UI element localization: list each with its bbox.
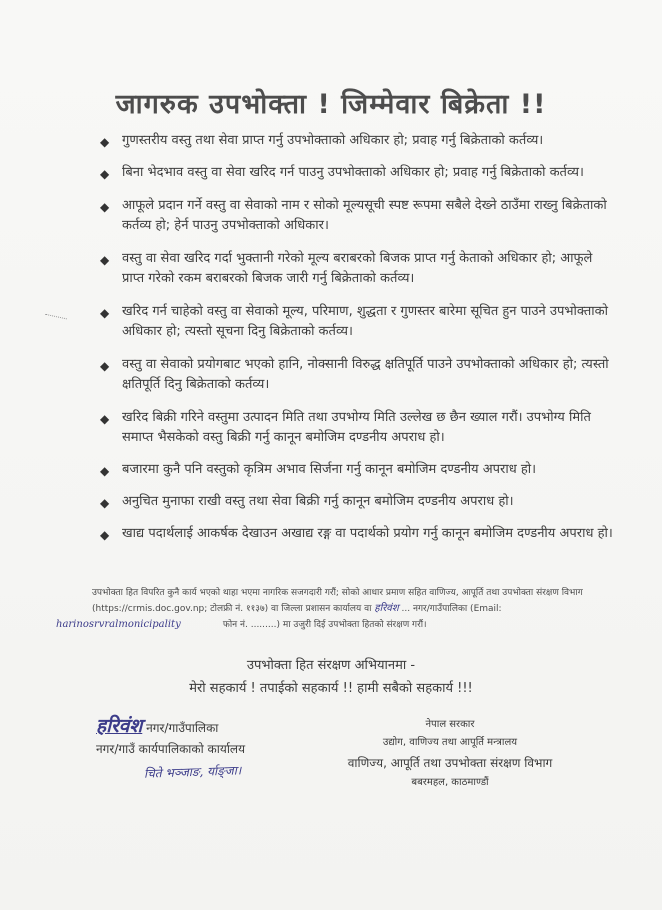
diamond-bullet-icon: ◆ bbox=[100, 464, 110, 478]
rule-item bbox=[96, 249, 616, 289]
handwritten-office-name: हरिवंश bbox=[374, 603, 399, 614]
municipality-line bbox=[96, 716, 336, 739]
diamond-bullet-icon: ◆ bbox=[100, 412, 110, 426]
rule-text: गुणस्तरीय वस्तु तथा सेवा प्राप्त गर्नु उपभोक्ताको अधिकार हो; प्रवाह गर्नु बिक्रेताको कर्तव्य। bbox=[122, 133, 544, 148]
notice-text-part2: ... नगर/गाउँपालिका (Email: bbox=[401, 604, 502, 614]
notice-text-part3: फोन नं. .........) मा उजुरी दिई उपभोक्ता हितको संरक्षण गरौं। bbox=[222, 620, 427, 630]
govt-line3: वाणिज्य, आपूर्ति तथा उपभोक्ता संरक्षण विभाग bbox=[347, 756, 553, 770]
rule-text: वस्तु वा सेवा खरिद गर्दा भुक्तानी गरेको मूल्य बराबरको बिजक प्राप्त गर्नु केताको अधिकार हो; आफूले प्राप्त गरेको रकम बराबरको बिजक जारी गर्नु बिक्रेताको कर्तव्य। bbox=[122, 251, 593, 286]
govt-line1: नेपाल सरकार bbox=[425, 719, 475, 730]
handwritten-email: harinosrvralmonicipality bbox=[56, 619, 181, 630]
diamond-bullet-icon: ◆ bbox=[100, 135, 110, 149]
stray-pen-mark bbox=[43, 314, 67, 329]
diamond-bullet-icon: ◆ bbox=[100, 253, 110, 267]
poster-title: जागरुक उपभोक्ता ! जिम्मेवार बिक्रेता !! bbox=[115, 89, 547, 120]
municipality-signature-block bbox=[96, 716, 336, 783]
rights-duties-list bbox=[96, 131, 616, 544]
diamond-bullet-icon: ◆ bbox=[100, 528, 110, 542]
rule-item bbox=[96, 355, 616, 395]
rule-item bbox=[96, 460, 616, 480]
diamond-bullet-icon: ◆ bbox=[100, 359, 110, 373]
govt-line4: बबरमहल, काठमाण्डौं bbox=[411, 777, 489, 788]
rule-item bbox=[96, 524, 616, 544]
municipality-office-line: नगर/गाउँ कार्यपालिकाको कार्यालय bbox=[96, 742, 246, 756]
diamond-bullet-icon: ◆ bbox=[100, 306, 110, 320]
rule-item bbox=[96, 196, 616, 236]
complaint-notice bbox=[56, 585, 612, 633]
rule-item bbox=[96, 302, 616, 342]
rule-text: अनुचित मुनाफा राखी वस्तु तथा सेवा बिक्री गर्नु कानून बमोजिम दण्डनीय अपराध हो। bbox=[122, 494, 514, 509]
rule-text: बजारमा कुनै पनि वस्तुको कृत्रिम अभाव सिर्जना गर्नु कानून बमोजिम दण्डनीय अपराध हो। bbox=[122, 462, 537, 477]
rule-text: वस्तु वा सेवाको प्रयोगबाट भएको हानि, नोक्सानी विरुद्ध क्षतिपूर्ति पाउने उपभोक्ताको अधिकार हो; त्यस्तो क्षतिपूर्ति दिनु बिक्रेताको कर्तव्य। bbox=[122, 357, 609, 392]
rule-text: आफूले प्रदान गर्ने वस्तु वा सेवाको नाम र सोको मूल्यसूची स्पष्ट रूपमा सबैले देख्ने ठाउँमा राख्नु बिक्रेताको कर्तव्य हो; हेर्न पाउनु उपभोक्ताको अधिकार। bbox=[122, 198, 607, 233]
campaign-line2: मेरो सहकार्य ! तपाईको सहकार्य !! हामी सबैको सहकार्य !!! bbox=[189, 681, 473, 696]
campaign-slogan bbox=[0, 654, 662, 700]
rule-text: खरिद गर्न चाहेको वस्तु वा सेवाको मूल्य, परिमाण, शुद्धता र गुणस्तर बारेमा सूचित हुन पाउने उपभोक्ताको अधिकार हो; त्यस्तो सूचना दिनु बिक्रेताको कर्तव्य। bbox=[122, 304, 608, 339]
rule-item bbox=[96, 408, 616, 448]
rule-text: खरिद बिक्री गरिने वस्तुमा उत्पादन मिति तथा उपभोग्य मिति उल्लेख छ छैन ख्याल गरौं। उपभोग्य मिति समाप्त भैसकेको वस्तु बिक्री गर्नु कानून बमोजिम दण्डनीय अपराध हो। bbox=[122, 410, 591, 445]
government-signature-block bbox=[320, 716, 580, 792]
diamond-bullet-icon: ◆ bbox=[100, 200, 110, 214]
diamond-bullet-icon: ◆ bbox=[100, 496, 110, 510]
govt-line2: उद्योग, वाणिज्य तथा आपूर्ति मन्त्रालय bbox=[382, 737, 518, 748]
rule-item bbox=[96, 131, 616, 151]
handwritten-municipality-name: हरिवंश bbox=[96, 715, 143, 737]
handwritten-signature: चिते भञ्जाङ, र्याङ्जा। bbox=[143, 763, 242, 781]
rule-item bbox=[96, 492, 616, 512]
campaign-line1: उपभोक्ता हित संरक्षण अभियानमा - bbox=[246, 658, 416, 673]
municipality-suffix: नगर/गाउँपालिका bbox=[146, 721, 219, 735]
rule-text: बिना भेदभाव वस्तु वा सेवा खरिद गर्न पाउनु उपभोक्ताको अधिकार हो; प्रवाह गर्नु बिक्रेताको कर्तव्य। bbox=[122, 165, 584, 180]
rule-text: खाद्य पदार्थलाई आकर्षक देखाउन अखाद्य रङ्ग वा पदार्थको प्रयोग गर्नु कानून बमोजिम दण्डनीय अपराध हो। bbox=[122, 526, 613, 541]
rule-item bbox=[96, 163, 616, 183]
diamond-bullet-icon: ◆ bbox=[100, 167, 110, 181]
notice-text-part1: उपभोक्ता हित विपरित कुनै कार्य भएको थाहा भएमा नागरिक सजगदारी गरौं; सोको आधार प्रमाण सहित वाणिज्य, आपूर्ति तथा उपभोक्ता संरक्षण विभाग (https://crmis.doc.gov.np; टोलफ्री नं. ११३७) वा जिल्ला प्रशासन कार्यालय वा bbox=[92, 588, 583, 614]
